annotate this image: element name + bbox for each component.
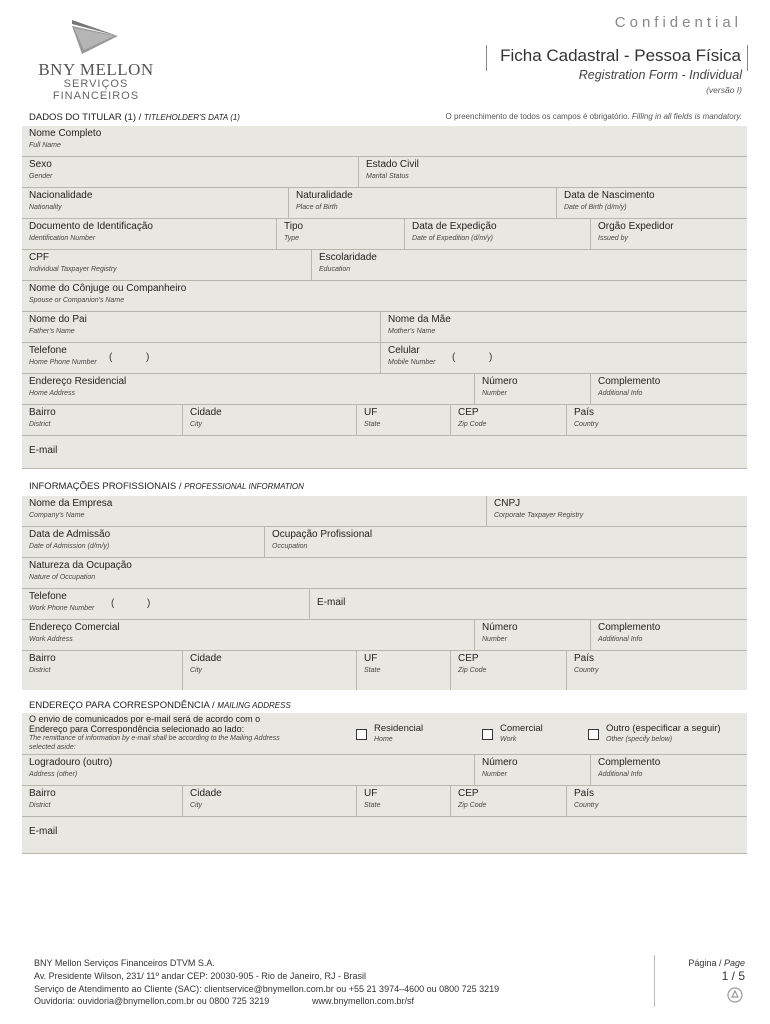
field-label-en: Date of Expedition (d/m/y) bbox=[412, 235, 493, 242]
page-label-en: Page bbox=[723, 958, 745, 968]
row-identification bbox=[22, 219, 747, 250]
cnpj-field[interactable] bbox=[486, 496, 747, 526]
field-label-en: State bbox=[364, 421, 381, 428]
nationality-field[interactable] bbox=[22, 188, 288, 218]
section-titular-title bbox=[29, 112, 240, 123]
field-label: Data de Nascimento bbox=[564, 190, 655, 201]
field-label: Número bbox=[482, 622, 518, 633]
field-label: Endereço Comercial bbox=[29, 622, 120, 633]
work-state-field[interactable] bbox=[356, 651, 450, 690]
field-label-en: Number bbox=[482, 390, 507, 397]
field-label-en: Country bbox=[574, 802, 599, 809]
field-label-en: Work Address bbox=[29, 636, 73, 643]
field-label: Complemento bbox=[598, 757, 661, 768]
field-label-en: Number bbox=[482, 771, 507, 778]
work-city-field[interactable] bbox=[182, 651, 356, 690]
work-address-field[interactable] bbox=[22, 620, 474, 650]
work-zip-field[interactable] bbox=[450, 651, 566, 690]
field-label-en: Issued by bbox=[598, 235, 628, 242]
row-company bbox=[22, 496, 747, 527]
field-label: Celular bbox=[388, 345, 420, 356]
field-label: UF bbox=[364, 653, 378, 664]
district-field[interactable] bbox=[22, 405, 182, 435]
field-label: Cidade bbox=[190, 653, 222, 664]
area-code-open: ( bbox=[109, 352, 113, 363]
email-field[interactable] bbox=[22, 436, 747, 468]
field-label: Data de Admissão bbox=[29, 529, 111, 540]
field-label: Telefone bbox=[29, 345, 67, 356]
row-work-district bbox=[22, 651, 747, 690]
row-work-address bbox=[22, 620, 747, 651]
footer-divider bbox=[654, 955, 655, 1007]
form-subtitle: Registration Form - Individual bbox=[578, 68, 742, 82]
state-field[interactable] bbox=[356, 405, 450, 435]
mail-address-field[interactable] bbox=[22, 755, 474, 785]
field-label: UF bbox=[364, 788, 378, 799]
field-label: País bbox=[574, 407, 595, 418]
work-number-field[interactable] bbox=[474, 620, 590, 650]
option-home-checkbox[interactable] bbox=[356, 729, 367, 740]
row-district bbox=[22, 405, 747, 436]
section-titular-title-pt: DADOS DO TITULAR (1) / bbox=[29, 112, 142, 123]
field-label: Complemento bbox=[598, 376, 661, 387]
field-label-en: District bbox=[29, 667, 51, 674]
row-mail-email bbox=[22, 817, 747, 854]
field-label-en: Type bbox=[284, 235, 300, 242]
field-label-en: Corporate Taxpayer Registry bbox=[494, 512, 584, 519]
field-label: CEP bbox=[458, 407, 479, 418]
mailing-panel bbox=[22, 713, 747, 854]
field-label: Bairro bbox=[29, 407, 56, 418]
footer-sac: Serviço de Atendimento ao Cliente (SAC): clientservice@bnymellon.com.br ou +55 21 3974–4600 ou 0800 725 3219 bbox=[34, 984, 500, 994]
area-code-open: ( bbox=[111, 598, 115, 609]
field-label: Logradouro (outro) bbox=[29, 757, 113, 768]
row-gender bbox=[22, 157, 747, 188]
mother-name-field[interactable] bbox=[380, 312, 747, 342]
brand-name: BNY MELLON bbox=[38, 60, 154, 79]
field-label-en: Zip Code bbox=[458, 667, 487, 674]
row-cpf bbox=[22, 250, 747, 281]
option-label: Residencial bbox=[374, 723, 424, 734]
work-phone-field[interactable] bbox=[22, 589, 309, 619]
date-of-expedition-field[interactable] bbox=[404, 219, 590, 249]
field-label-en: Work Phone Number bbox=[29, 605, 95, 612]
field-label: E-mail bbox=[29, 826, 58, 837]
field-label-en: District bbox=[29, 802, 51, 809]
mail-country-field[interactable] bbox=[566, 786, 747, 816]
option-label: Comercial bbox=[500, 723, 543, 734]
mobile-phone-field[interactable] bbox=[380, 343, 747, 373]
occupation-field[interactable] bbox=[264, 527, 747, 557]
field-label-en: District bbox=[29, 421, 51, 428]
area-code-open: ( bbox=[452, 352, 456, 363]
footer-address: Av. Presidente Wilson, 231/ 11º andar CEP: 20030-905 - Rio de Janeiro, RJ - Brasil bbox=[34, 971, 366, 981]
section-mail-title-en: MAILING ADDRESS bbox=[217, 701, 291, 710]
field-label: Naturalidade bbox=[296, 190, 353, 201]
field-label-en: Date of Birth (d/m/y) bbox=[564, 204, 627, 211]
brand-subtitle: SERVIÇOS FINANCEIROS bbox=[52, 78, 140, 102]
gender-field[interactable] bbox=[22, 157, 358, 187]
footer-website[interactable]: www.bnymellon.com.br/sf bbox=[312, 996, 415, 1006]
identification-field[interactable] bbox=[22, 219, 276, 249]
field-label: País bbox=[574, 788, 595, 799]
field-label: Data de Expedição bbox=[412, 221, 497, 232]
option-other-checkbox[interactable] bbox=[588, 729, 599, 740]
mandatory-note-pt: O preenchimento de todos os campos é obrigatório. bbox=[445, 112, 630, 121]
field-label-en: State bbox=[364, 802, 381, 809]
row-mail-address bbox=[22, 755, 747, 786]
field-label-en: Company's Name bbox=[29, 512, 85, 519]
row-work-phone bbox=[22, 589, 747, 620]
work-complement-field[interactable] bbox=[590, 620, 747, 650]
field-label-en: Father's Name bbox=[29, 328, 75, 335]
field-label-en: Place of Birth bbox=[296, 204, 338, 211]
area-code-close: ) bbox=[489, 352, 493, 363]
field-label: Número bbox=[482, 757, 518, 768]
issued-by-field[interactable] bbox=[590, 219, 747, 249]
field-label: Complemento bbox=[598, 622, 661, 633]
field-label: UF bbox=[364, 407, 378, 418]
field-label-en: Zip Code bbox=[458, 421, 487, 428]
zip-code-field[interactable] bbox=[450, 405, 566, 435]
option-label-en: Other (specify below) bbox=[606, 736, 673, 743]
address-complement-field[interactable] bbox=[590, 374, 747, 404]
field-label: Orgão Expedidor bbox=[598, 221, 674, 232]
work-email-field[interactable] bbox=[309, 589, 747, 619]
field-label-en: Spouse or Companion's Name bbox=[29, 297, 125, 304]
field-label: Nacionalidade bbox=[29, 190, 93, 201]
section-mail-title-pt: ENDEREÇO PARA CORRESPONDÊNCIA / bbox=[29, 700, 215, 711]
field-label: País bbox=[574, 653, 595, 664]
row-mail-preference bbox=[22, 713, 747, 755]
occupation-nature-field[interactable] bbox=[22, 558, 747, 588]
mail-email-field[interactable] bbox=[22, 817, 747, 853]
field-label: Número bbox=[482, 376, 518, 387]
field-label-en: Home Address bbox=[29, 390, 76, 397]
recycle-icon bbox=[727, 987, 743, 1003]
field-label: Tipo bbox=[284, 221, 304, 232]
row-email bbox=[22, 436, 747, 469]
row-parents bbox=[22, 312, 747, 343]
field-label-en: Additional Info bbox=[598, 636, 643, 643]
footer-company: BNY Mellon Serviços Financeiros DTVM S.A. bbox=[34, 958, 215, 968]
field-label-en: Occupation bbox=[272, 543, 308, 550]
mail-complement-field[interactable] bbox=[590, 755, 747, 785]
section-prof-title-en: PROFESSIONAL INFORMATION bbox=[184, 482, 304, 491]
option-label-en: Work bbox=[500, 736, 517, 743]
cpf-field[interactable] bbox=[22, 250, 311, 280]
section-titular-title-en: TITLEHOLDER'S DATA (1) bbox=[143, 113, 240, 122]
work-country-field[interactable] bbox=[566, 651, 747, 690]
city-field[interactable] bbox=[182, 405, 356, 435]
id-type-field[interactable] bbox=[276, 219, 404, 249]
address-number-field[interactable] bbox=[474, 374, 590, 404]
field-label-en: Country bbox=[574, 421, 599, 428]
field-label-en: Address (other) bbox=[29, 771, 78, 778]
section-prof-title bbox=[29, 481, 304, 492]
field-label: Natureza da Ocupação bbox=[29, 560, 132, 571]
mail-zip-field[interactable] bbox=[450, 786, 566, 816]
field-label-en: Mobile Number bbox=[388, 359, 436, 366]
field-label: Cidade bbox=[190, 788, 222, 799]
field-label: Nome do Cônjuge ou Companheiro bbox=[29, 283, 187, 294]
area-code-close: ) bbox=[147, 598, 151, 609]
page-label-pt: Página / bbox=[688, 958, 722, 968]
admission-date-field[interactable] bbox=[22, 527, 264, 557]
mail-state-field[interactable] bbox=[356, 786, 450, 816]
field-label-en: City bbox=[190, 667, 203, 674]
marital-status-field[interactable] bbox=[358, 157, 747, 187]
field-label: CPF bbox=[29, 252, 49, 263]
mail-city-field[interactable] bbox=[182, 786, 356, 816]
field-label: Bairro bbox=[29, 788, 56, 799]
field-label-en: Country bbox=[574, 667, 599, 674]
mandatory-note-en: Filling in all fields is mandatory. bbox=[631, 112, 742, 121]
father-name-field[interactable] bbox=[22, 312, 380, 342]
mandatory-note bbox=[446, 112, 742, 121]
field-label: Nome da Mãe bbox=[388, 314, 451, 325]
home-phone-field[interactable] bbox=[22, 343, 380, 373]
home-address-field[interactable] bbox=[22, 374, 474, 404]
field-label-en: Zip Code bbox=[458, 802, 487, 809]
field-label-en: Identification Number bbox=[29, 235, 96, 242]
work-district-field[interactable] bbox=[22, 651, 182, 690]
field-label-en: Additional Info bbox=[598, 390, 643, 397]
country-field[interactable] bbox=[566, 405, 747, 435]
footer-ouvidoria: Ouvidoria: ouvidoria@bnymellon.com.br ou 0800 725 3219 bbox=[34, 996, 270, 1006]
field-label: Sexo bbox=[29, 159, 52, 170]
field-label-en: Marital Status bbox=[366, 173, 409, 180]
field-label: E-mail bbox=[29, 445, 58, 456]
field-label: CEP bbox=[458, 788, 479, 799]
field-label: Nome da Empresa bbox=[29, 498, 113, 509]
field-label: Nome do Pai bbox=[29, 314, 87, 325]
footer bbox=[22, 953, 747, 1013]
row-home-address bbox=[22, 374, 747, 405]
confidential-label: Confidential bbox=[614, 14, 742, 31]
row-spouse bbox=[22, 281, 747, 312]
field-label-en: Gender bbox=[29, 173, 53, 180]
bny-mellon-logo-icon bbox=[70, 18, 120, 58]
date-of-birth-field[interactable] bbox=[556, 188, 747, 218]
section-mail-title bbox=[29, 700, 291, 711]
section-prof-title-pt: INFORMAÇÕES PROFISSIONAIS / bbox=[29, 481, 182, 492]
field-label: Telefone bbox=[29, 591, 67, 602]
area-code-close: ) bbox=[146, 352, 150, 363]
page-label bbox=[688, 958, 745, 968]
form-title: Ficha Cadastral - Pessoa Física bbox=[500, 46, 741, 65]
company-name-field[interactable] bbox=[22, 496, 486, 526]
field-label: Documento de Identificação bbox=[29, 221, 153, 232]
field-label: Nome Completo bbox=[29, 128, 102, 139]
field-label-en: City bbox=[190, 421, 203, 428]
field-label: Estado Civil bbox=[366, 159, 419, 170]
option-label-en: Home bbox=[374, 736, 393, 743]
row-full-name bbox=[22, 126, 747, 157]
field-label: Bairro bbox=[29, 653, 56, 664]
field-label-en: City bbox=[190, 802, 203, 809]
place-of-birth-field[interactable] bbox=[288, 188, 556, 218]
mail-intro-pt: O envio de comunicados por e-mail será de acordo com o Endereço para Correspondência selecionado ao lado: bbox=[29, 714, 261, 734]
field-label: Cidade bbox=[190, 407, 222, 418]
field-label-en: Additional Info bbox=[598, 771, 643, 778]
professional-panel bbox=[22, 496, 747, 690]
option-label: Outro (especificar a seguir) bbox=[606, 723, 721, 734]
mail-number-field[interactable] bbox=[474, 755, 590, 785]
field-label-en: Date of Admission (d/m/y) bbox=[29, 543, 110, 550]
full-name-field[interactable] bbox=[22, 126, 747, 156]
field-label: Endereço Residencial bbox=[29, 376, 127, 387]
field-label-en: Full Name bbox=[29, 142, 61, 149]
field-label: CEP bbox=[458, 653, 479, 664]
spouse-name-field[interactable] bbox=[22, 281, 747, 311]
row-phones bbox=[22, 343, 747, 374]
mail-district-field[interactable] bbox=[22, 786, 182, 816]
education-field[interactable] bbox=[311, 250, 747, 280]
mail-intro-en: The remittance of information by e-mail shall be according to the Mailing Address selected aside: bbox=[29, 735, 280, 751]
field-label: Ocupação Profissional bbox=[272, 529, 373, 540]
field-label-en: Nationality bbox=[29, 204, 62, 211]
field-label: CNPJ bbox=[494, 498, 521, 509]
field-label-en: State bbox=[364, 667, 381, 674]
row-nationality bbox=[22, 188, 747, 219]
page-number: 1 / 5 bbox=[721, 969, 745, 983]
field-label-en: Nature of Occupation bbox=[29, 574, 96, 581]
option-work-checkbox[interactable] bbox=[482, 729, 493, 740]
field-label-en: Mother's Name bbox=[388, 328, 436, 335]
row-nature bbox=[22, 558, 747, 589]
field-label-en: Individual Taxpayer Registry bbox=[29, 266, 117, 273]
field-label: E-mail bbox=[317, 597, 346, 608]
field-label-en: Education bbox=[319, 266, 351, 273]
field-label-en: Number bbox=[482, 636, 507, 643]
row-mail-district bbox=[22, 786, 747, 817]
row-admission bbox=[22, 527, 747, 558]
field-label-en: Home Phone Number bbox=[29, 359, 97, 366]
form-version: (versão I) bbox=[706, 85, 742, 95]
titular-panel bbox=[22, 126, 747, 469]
field-label: Escolaridade bbox=[319, 252, 377, 263]
